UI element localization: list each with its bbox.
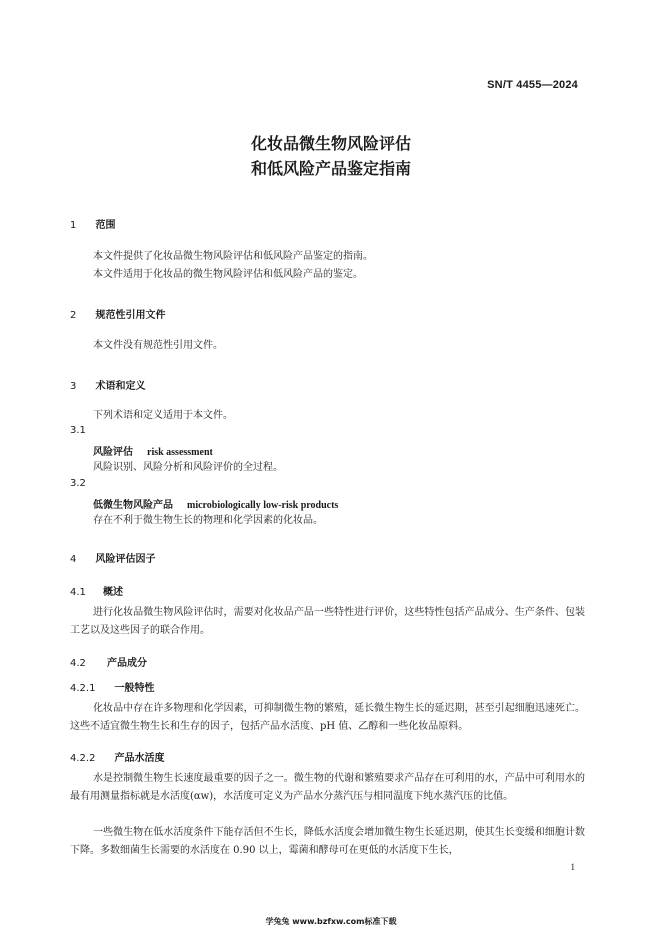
- section-4-2-2-paragraph-2: 一些微生物在低水活度条件下能存活但不生长，降低水活度会增加微生物生长延迟期，使其生长变缓和细胞计数下降。多数细菌生长需要的水活度在 0.90 以上，霉菌和酵母可在更低的水活度下生长，: [70, 827, 585, 856]
- term-3-2-cn: 低微生物风险产品: [93, 500, 173, 511]
- section-number: 4: [70, 554, 77, 565]
- section-number: 2: [70, 310, 77, 321]
- title-line-1: 化妆品微生物风险评估: [250, 134, 411, 153]
- section-1-paragraph-1: 本文件提供了化妆品微生物风险评估和低风险产品鉴定的指南。: [93, 251, 373, 262]
- section-3-intro: 下列术语和定义适用于本文件。: [93, 410, 233, 421]
- section-title: 一般特性: [114, 683, 155, 694]
- document-title: [0, 131, 662, 181]
- section-4-1-paragraph: 进行化妆品微生物风险评估时，需要对化妆品产品一些特性进行评价，这些特性包括产品成分、生产条件、包装工艺以及这些因子的联合作用。: [70, 607, 585, 636]
- section-number: 4.2.1: [70, 683, 96, 694]
- section-number: 1: [70, 220, 77, 231]
- section-4-1-heading: [70, 580, 123, 599]
- section-1-paragraph-2: 本文件适用于化妆品的微生物风险评估和低风险产品的鉴定。: [93, 269, 363, 280]
- footer-watermark[interactable]: 学兔兔 www.bzfxw.com标准下载: [265, 917, 397, 926]
- section-number: 4.1: [70, 587, 86, 598]
- section-number: 3: [70, 381, 77, 392]
- section-title: 概述: [103, 587, 123, 598]
- section-4-heading: [70, 547, 155, 566]
- section-title: 范围: [95, 220, 116, 231]
- section-4-2-2-heading: [70, 746, 165, 765]
- section-2-heading: [70, 303, 165, 322]
- term-3-1-number: 3.1: [70, 425, 86, 436]
- term-3-1-cn: 风险评估: [93, 447, 133, 458]
- section-2-paragraph: 本文件没有规范性引用文件。: [93, 340, 223, 351]
- term-3-2-en: microbiologically low-risk products: [187, 500, 339, 511]
- term-3-2-number: 3.2: [70, 478, 86, 489]
- section-title: 术语和定义: [95, 381, 146, 392]
- section-4-2-1-heading: [70, 676, 155, 695]
- section-title: 产品水活度: [114, 753, 165, 764]
- section-1-heading: [70, 213, 115, 232]
- section-number: 4.2.2: [70, 753, 96, 764]
- term-3-1: [93, 443, 213, 458]
- section-4-2-heading: [70, 651, 147, 670]
- page-number: 1: [570, 862, 575, 872]
- term-3-1-definition: 风险识别、风险分析和风险评价的全过程。: [93, 462, 283, 473]
- section-3-heading: [70, 374, 145, 393]
- section-4-2-1-paragraph: 化妆品中存在许多物理和化学因素，可抑制微生物的繁殖，延长微生物生长的延迟期，甚至引起细胞迅速死亡。这些不适宜微生物生长和生存的因子，包括产品水活度、pH 值、乙醇和一些化妆品原料。: [70, 703, 585, 732]
- term-3-2: [93, 496, 338, 511]
- term-3-2-definition: 存在不利于微生物生长的物理和化学因素的化妆品。: [93, 515, 323, 526]
- section-number: 4.2: [70, 658, 86, 669]
- section-title: 规范性引用文件: [95, 310, 166, 321]
- term-3-1-en: risk assessment: [147, 447, 213, 458]
- section-title: 产品成分: [107, 658, 147, 669]
- standard-number: SN/T 4455—2024: [487, 79, 578, 91]
- title-line-2: 和低风险产品鉴定指南: [250, 159, 411, 178]
- section-title: 风险评估因子: [95, 554, 156, 565]
- section-4-2-2-paragraph-1: 水是控制微生物生长速度最重要的因子之一。微生物的代谢和繁殖要求产品存在可利用的水，产品中可利用水的最有用测量指标就是水活度(αw)，水活度可定义为产品水分蒸汽压与相同温度下纯水蒸汽压的比值。: [70, 773, 585, 802]
